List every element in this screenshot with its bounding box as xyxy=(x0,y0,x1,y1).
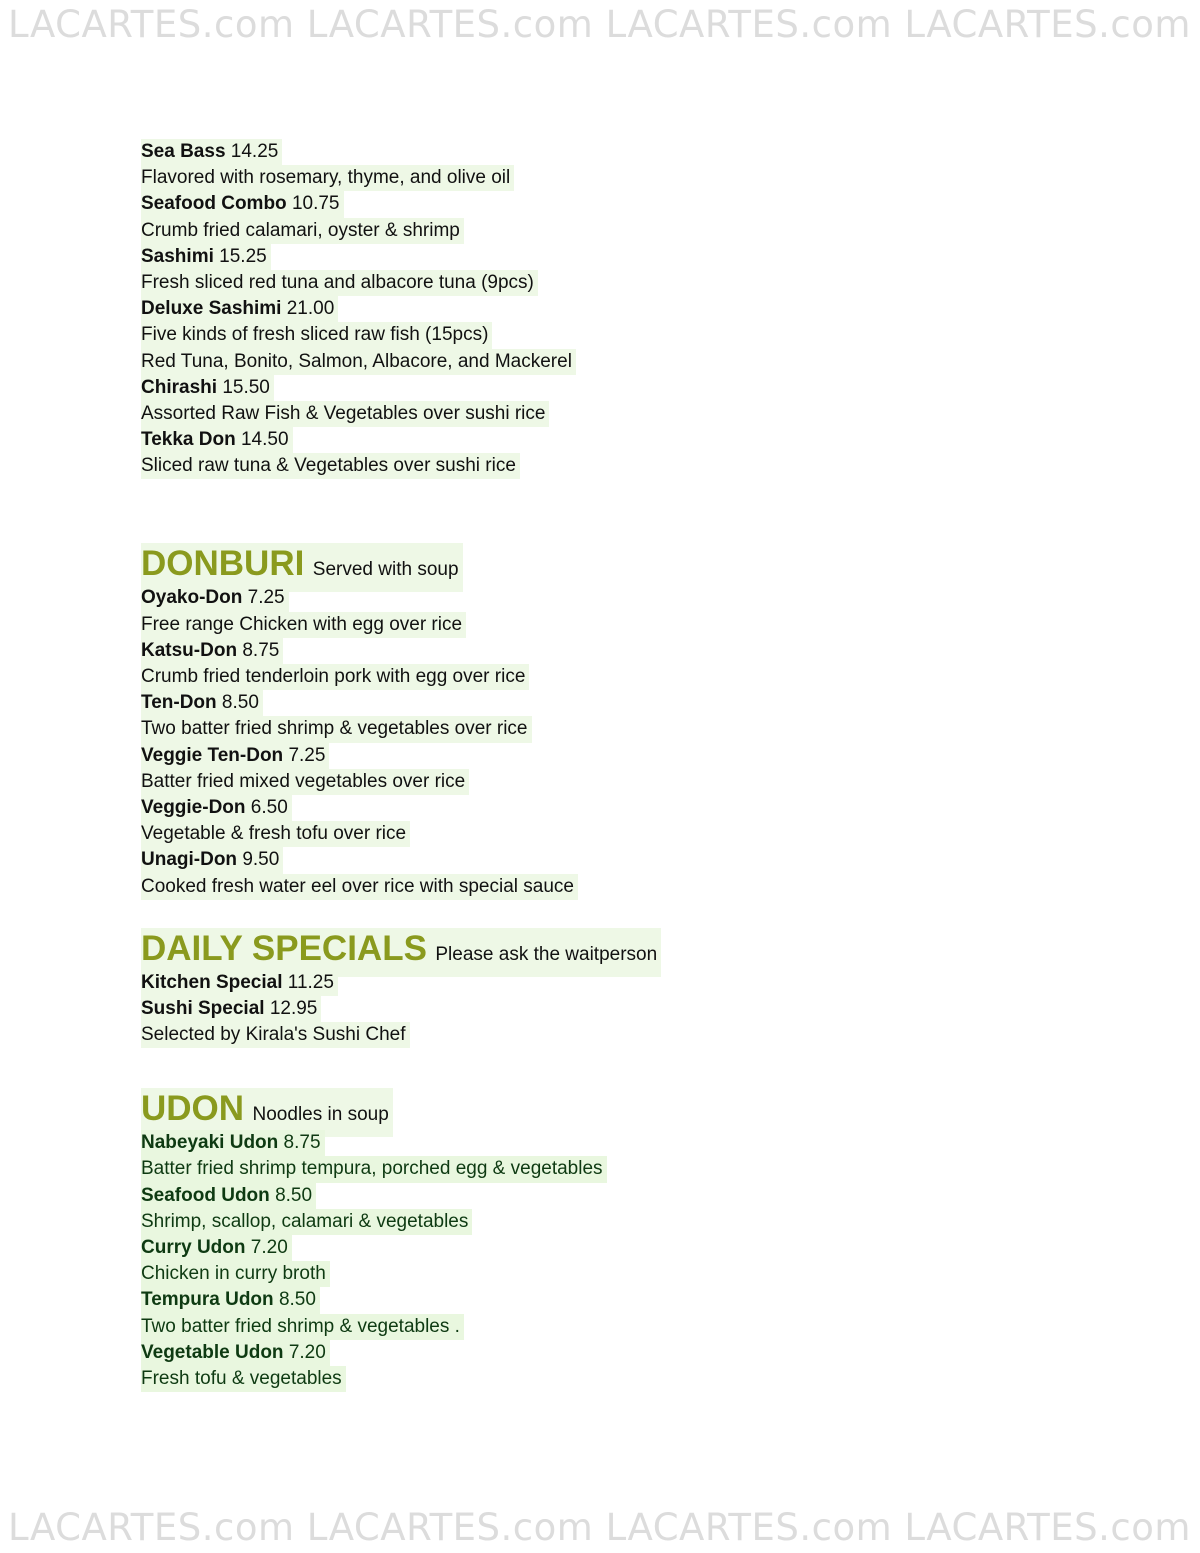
item-price: 7.20 xyxy=(250,1237,288,1258)
donburi-items-list xyxy=(141,585,841,899)
item-description: Batter fried mixed vegetables over rice xyxy=(141,769,841,795)
menu-item xyxy=(141,244,841,270)
item-description: Free range Chicken with egg over rice xyxy=(141,612,841,638)
item-description: Fresh sliced red tuna and albacore tuna (9pcs) xyxy=(141,270,841,296)
item-description: Red Tuna, Bonito, Salmon, Albacore, and Mackerel xyxy=(141,349,841,375)
item-name: Vegetable Udon xyxy=(141,1341,284,1363)
item-price: 14.25 xyxy=(230,141,279,162)
watermark-top: LACARTES.com LACARTES.com LACARTES.com LACARTES.com xyxy=(8,3,1191,46)
item-description: Flavored with rosemary, thyme, and olive oil xyxy=(141,165,841,191)
donburi-header xyxy=(141,543,841,585)
menu-item xyxy=(141,638,841,664)
item-price: 6.50 xyxy=(250,796,288,818)
udon-header xyxy=(141,1088,841,1130)
item-name: Curry Udon xyxy=(141,1237,246,1258)
item-price: 7.20 xyxy=(288,1341,326,1363)
top-items-list xyxy=(141,139,841,479)
item-description: Two batter fried shrimp & vegetables over rice xyxy=(141,716,841,742)
item-price: 10.75 xyxy=(291,193,340,215)
menu-item xyxy=(141,1130,841,1156)
menu-item xyxy=(141,1235,841,1261)
item-description: Shrimp, scallop, calamari & vegetables xyxy=(141,1209,841,1235)
section-title: DAILY SPECIALS xyxy=(141,928,427,968)
item-price: 15.25 xyxy=(219,245,267,267)
item-name: Katsu-Don xyxy=(141,639,238,661)
item-price: 21.00 xyxy=(286,298,335,320)
item-description: Vegetable & fresh tofu over rice xyxy=(141,821,841,847)
menu-item xyxy=(141,690,841,716)
section-title: DONBURI xyxy=(141,544,305,584)
menu-item xyxy=(141,1183,841,1209)
item-name: Oyako-Don xyxy=(141,587,243,609)
item-name: Veggie-Don xyxy=(141,796,246,818)
item-name: Seafood Udon xyxy=(141,1184,270,1206)
item-description: Five kinds of fresh sliced raw fish (15pcs) xyxy=(141,322,841,348)
udon-items-list xyxy=(141,1130,841,1392)
item-description: Crumb fried tenderloin pork with egg over rice xyxy=(141,664,841,690)
item-name: Unagi-Don xyxy=(141,849,238,871)
item-name: Sushi Special xyxy=(141,997,265,1019)
item-name: Veggie Ten-Don xyxy=(141,744,284,766)
menu-content xyxy=(141,139,841,1392)
item-description: Crumb fried calamari, oyster & shrimp xyxy=(141,218,841,244)
item-price: 14.50 xyxy=(240,429,289,451)
section-title: UDON xyxy=(141,1089,245,1129)
item-name: Sashimi xyxy=(141,245,214,267)
menu-item xyxy=(141,375,841,401)
item-description: Cooked fresh water eel over rice with special sauce xyxy=(141,874,841,900)
daily-specials-header xyxy=(141,928,841,970)
item-name: Ten-Don xyxy=(141,692,217,714)
item-price: 9.50 xyxy=(242,849,280,871)
item-price: 15.50 xyxy=(222,376,270,398)
menu-item xyxy=(141,191,841,217)
item-price: 11.25 xyxy=(287,971,334,993)
item-name: Chirashi xyxy=(141,376,218,398)
menu-item xyxy=(141,1287,841,1313)
item-price: 12.95 xyxy=(269,997,318,1019)
watermark-bottom: LACARTES.com LACARTES.com LACARTES.com LACARTES.com xyxy=(8,1506,1191,1549)
item-name: Nabeyaki Udon xyxy=(141,1132,279,1154)
item-name: Deluxe Sashimi xyxy=(141,298,282,320)
menu-item xyxy=(141,847,841,873)
item-name: Tempura Udon xyxy=(141,1289,274,1311)
item-price: 7.25 xyxy=(288,744,326,766)
item-price: 8.75 xyxy=(283,1132,321,1154)
menu-item xyxy=(141,296,841,322)
menu-item xyxy=(141,585,841,611)
menu-item xyxy=(141,795,841,821)
item-description: Assorted Raw Fish & Vegetables over sushi rice xyxy=(141,401,841,427)
item-name: Sea Bass xyxy=(141,141,226,162)
menu-item xyxy=(141,139,841,165)
item-price: 8.50 xyxy=(275,1184,313,1206)
item-name: Seafood Combo xyxy=(141,193,287,215)
item-description: Sliced raw tuna & Vegetables over sushi rice xyxy=(141,453,841,479)
item-description: Selected by Kirala's Sushi Chef xyxy=(141,1022,841,1048)
daily-specials-items-list xyxy=(141,970,841,1049)
menu-item xyxy=(141,1340,841,1366)
menu-item xyxy=(141,996,841,1022)
section-subtitle: Served with soup xyxy=(312,559,459,581)
section-subtitle: Please ask the waitperson xyxy=(435,943,658,965)
item-description: Two batter fried shrimp & vegetables . xyxy=(141,1314,841,1340)
item-description: Chicken in curry broth xyxy=(141,1261,841,1287)
item-price: 7.25 xyxy=(247,587,285,609)
item-description: Fresh tofu & vegetables xyxy=(141,1366,841,1392)
menu-item xyxy=(141,743,841,769)
item-name: Kitchen Special xyxy=(141,971,283,993)
section-subtitle: Noodles in soup xyxy=(252,1104,389,1126)
item-price: 8.50 xyxy=(221,692,259,714)
item-price: 8.75 xyxy=(242,639,280,661)
item-price: 8.50 xyxy=(278,1289,316,1311)
menu-item xyxy=(141,427,841,453)
item-description: Batter fried shrimp tempura, porched egg & vegetables xyxy=(141,1156,841,1182)
item-name: Tekka Don xyxy=(141,429,236,451)
